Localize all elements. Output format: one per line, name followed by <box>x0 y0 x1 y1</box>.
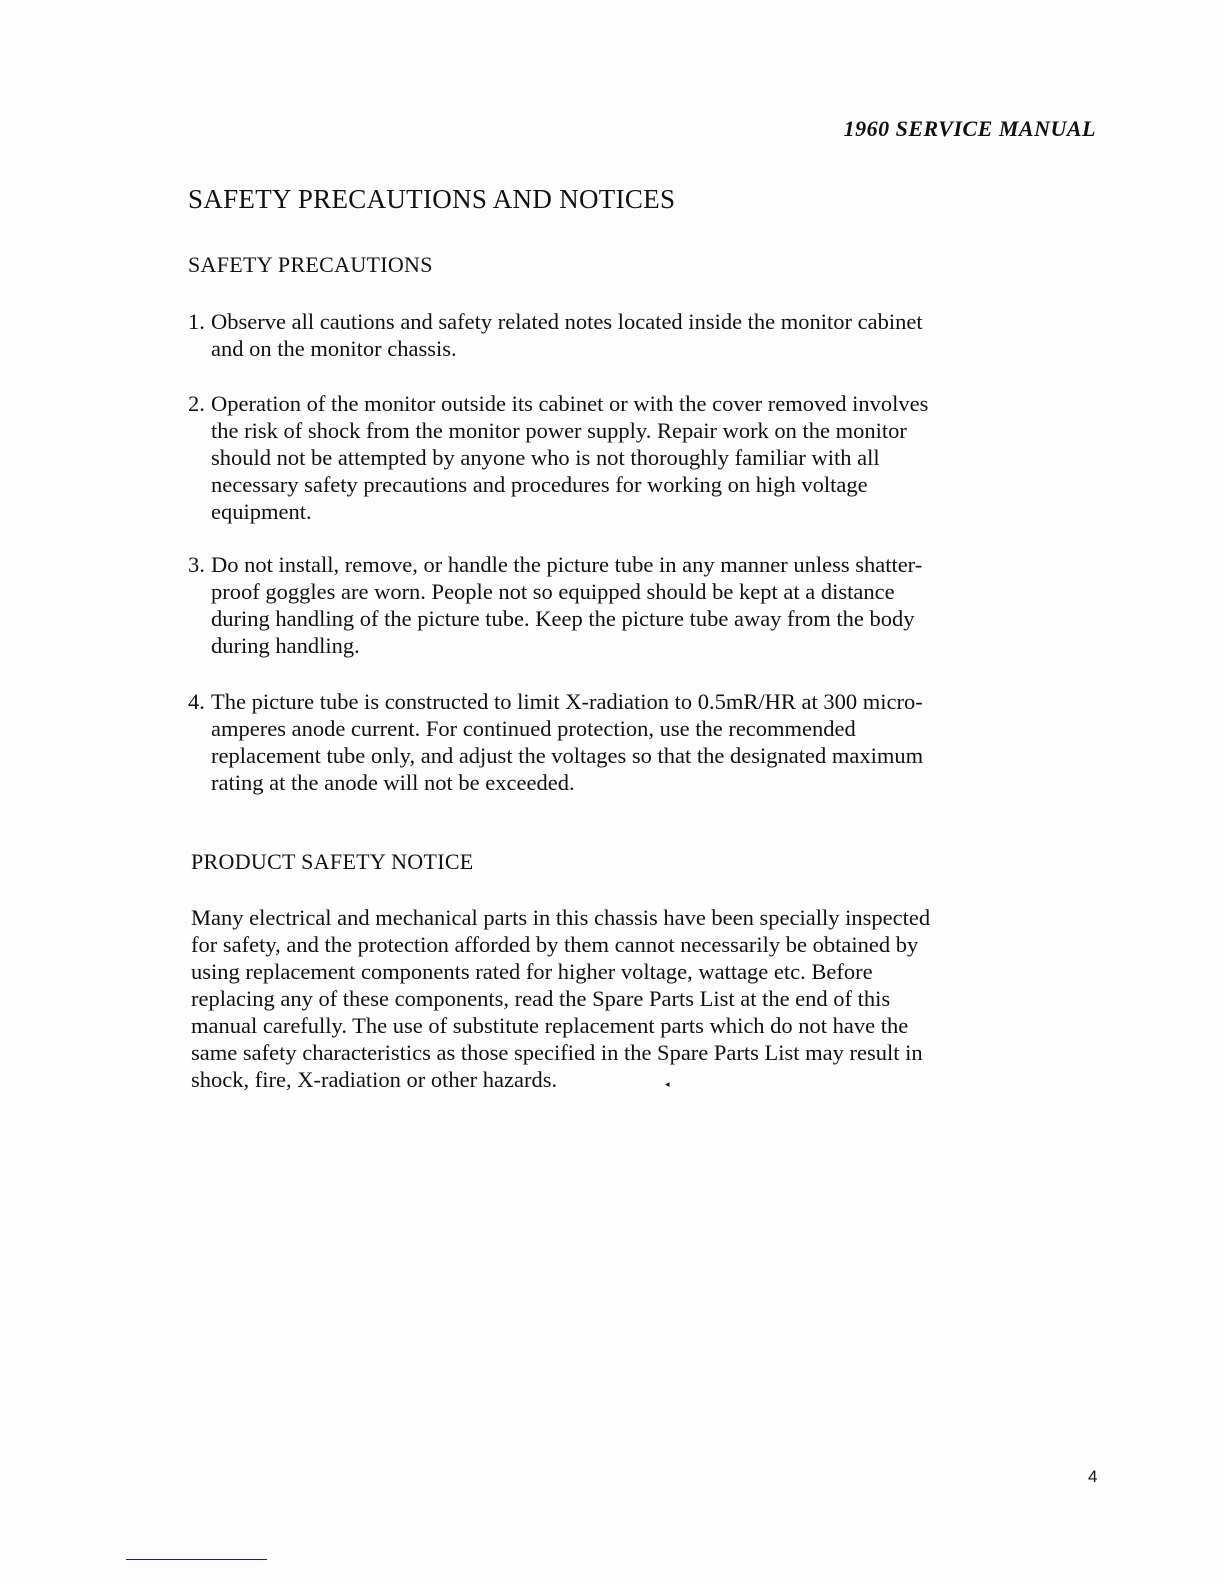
list-item-line <box>188 308 923 335</box>
list-item-text: The picture tube is constructed to limit X-radiation to 0.5mR/HR at 300 micro- <box>211 689 923 714</box>
list-item <box>188 308 923 362</box>
list-item-line: during handling. <box>211 633 360 658</box>
section-heading-product-safety-notice: PRODUCT SAFETY NOTICE <box>191 849 474 874</box>
list-item-number: 3. <box>188 552 205 577</box>
list-item-line: rating at the anode will not be exceeded. <box>211 770 575 795</box>
paragraph-line: shock, fire, X-radiation or other hazards. <box>191 1067 558 1092</box>
paragraph-line: using replacement components rated for higher voltage, wattage etc. Before <box>191 959 873 984</box>
list-item-text: Observe all cautions and safety related notes located inside the monitor cabinet <box>211 309 923 334</box>
paragraph-line: for safety, and the protection afforded by them cannot necessarily be obtained by <box>191 932 919 957</box>
list-item-line: necessary safety precautions and procedures for working on high voltage <box>211 472 868 497</box>
paragraph-line: manual carefully. The use of substitute replacement parts which do not have the <box>191 1013 909 1038</box>
page-number: 4 <box>1088 1467 1098 1486</box>
list-item-line <box>188 688 923 715</box>
stray-mark: ◂ <box>665 1079 670 1089</box>
list-item <box>188 551 922 659</box>
list-item-line: replacement tube only, and adjust the voltages so that the designated maximum <box>211 743 924 768</box>
list-item-line: the risk of shock from the monitor power supply. Repair work on the monitor <box>211 418 907 443</box>
list-item-text: Operation of the monitor outside its cabinet or with the cover removed involves <box>211 391 929 416</box>
list-item-line: and on the monitor chassis. <box>211 336 457 361</box>
list-item-line: equipment. <box>211 499 312 524</box>
list-item-number: 2. <box>188 391 205 416</box>
section-heading-safety-precautions: SAFETY PRECAUTIONS <box>188 252 433 277</box>
list-item-line: should not be attempted by anyone who is not thoroughly familiar with all <box>211 445 880 470</box>
footer-rule <box>126 1559 267 1560</box>
list-item-line <box>188 551 922 578</box>
running-header: 1960 SERVICE MANUAL <box>843 116 1096 141</box>
paragraph-line: Many electrical and mechanical parts in this chassis have been specially inspected <box>191 905 931 930</box>
list-item-number: 4. <box>188 689 205 714</box>
list-item-text: Do not install, remove, or handle the picture tube in any manner unless shatter- <box>211 552 923 577</box>
list-item-line: amperes anode current. For continued protection, use the recommended <box>211 716 856 741</box>
paragraph-line: replacing any of these components, read the Spare Parts List at the end of this <box>191 986 891 1011</box>
list-item <box>188 390 928 525</box>
paragraph-line: same safety characteristics as those specified in the Spare Parts List may result in <box>191 1040 923 1065</box>
list-item-line: proof goggles are worn. People not so equipped should be kept at a distance <box>211 579 895 604</box>
product-safety-paragraph <box>191 904 930 1093</box>
list-item <box>188 688 923 796</box>
list-item-line <box>188 390 928 417</box>
list-item-number: 1. <box>188 309 205 334</box>
page-title: SAFETY PRECAUTIONS AND NOTICES <box>188 184 676 214</box>
list-item-line: during handling of the picture tube. Keep the picture tube away from the body <box>211 606 915 631</box>
